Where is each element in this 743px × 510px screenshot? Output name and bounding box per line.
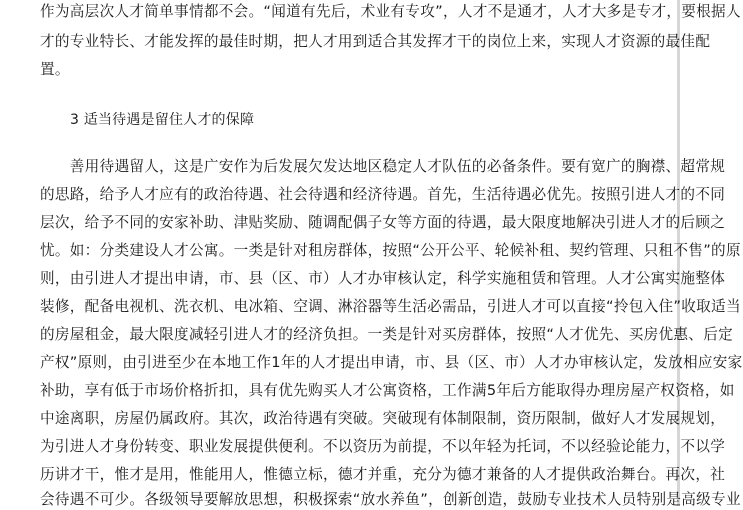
body-line-3: 层次，给予不同的安家补助、津贴奖励、随调配偶子女等方面的待遇，最大限度地解决引进人才的后顾之 xyxy=(40,214,726,231)
section-heading: 3 适当待遇是留住人才的保障 xyxy=(70,112,255,128)
body-line-1: 善用待遇留人，这是广安作为后发展欠发达地区稳定人才队伍的必备条件。要有宽广的胸襟、超常规 xyxy=(40,158,726,175)
body-line-11: 为引进人才身份转变、职业发展提供便利。不以资历为前提，不以年轻为托词，不以经验论能力，不以学 xyxy=(40,438,726,455)
body-line-2: 的思路，给予人才应有的政治待遇、社会待遇和经济待遇。首先，生活待遇必优先。按照引进人才的不同 xyxy=(40,186,726,203)
body-line-6: 装修，配备电视机、洗衣机、电冰箱、空调、淋浴器等生活必需品，引进人才可以直接“拎包入住”收取适当 xyxy=(40,298,741,315)
body-line-8: 产权”原则，由引进至少在本地工作1年的人才提出申请，市、县（区、市）人才办审核认定，发放相应安家 xyxy=(40,354,743,371)
body-line-5: 则，由引进人才提出申请，市、县（区、市）人才办审核认定，科学实施租赁和管理。人才公寓实施整体 xyxy=(40,270,726,287)
body-line-12: 历讲才干，惟才是用，惟能用人，惟德立标，德才并重，充分为德才兼备的人才提供政治舞台。再次，社 xyxy=(40,466,726,483)
intro-line-2: 才的专业特长、才能发挥的最佳时期，把人才用到适合其发挥才干的岗位上来，实现人才资源的最佳配 xyxy=(40,33,711,50)
intro-line-1: 作为高层次人才简单事情都不会。“闻道有先后，术业有专攻”，人才不是通才，人才大多是专才，要根据人 xyxy=(40,3,741,20)
body-line-4: 忧。如：分类建设人才公寓。一类是针对租房群体，按照“公开公平、轮候补租、契约管理、只租不售”的原 xyxy=(40,242,741,259)
body-line-9: 补助，享有低于市场价格折扣，具有优先购买人才公寓资格，工作满5年后方能取得办理房屋产权资格，如 xyxy=(40,382,735,399)
intro-line-3: 置。 xyxy=(40,61,70,78)
body-line-7: 的房屋租金，最大限度减轻引进人才的经济负担。一类是针对买房群体，按照“人才优先、买房优惠、后定 xyxy=(40,326,733,343)
body-line-13: 会待遇不可少。各级领导要解放思想，积极探索“放水养鱼”，创新创造，鼓励专业技术人员特别是高级专业 xyxy=(40,491,741,508)
body-line-10: 中途离职，房屋仍属政府。其次，政治待遇有突破。突破现有体制限制，资历限制，做好人才发展规划， xyxy=(40,410,726,427)
